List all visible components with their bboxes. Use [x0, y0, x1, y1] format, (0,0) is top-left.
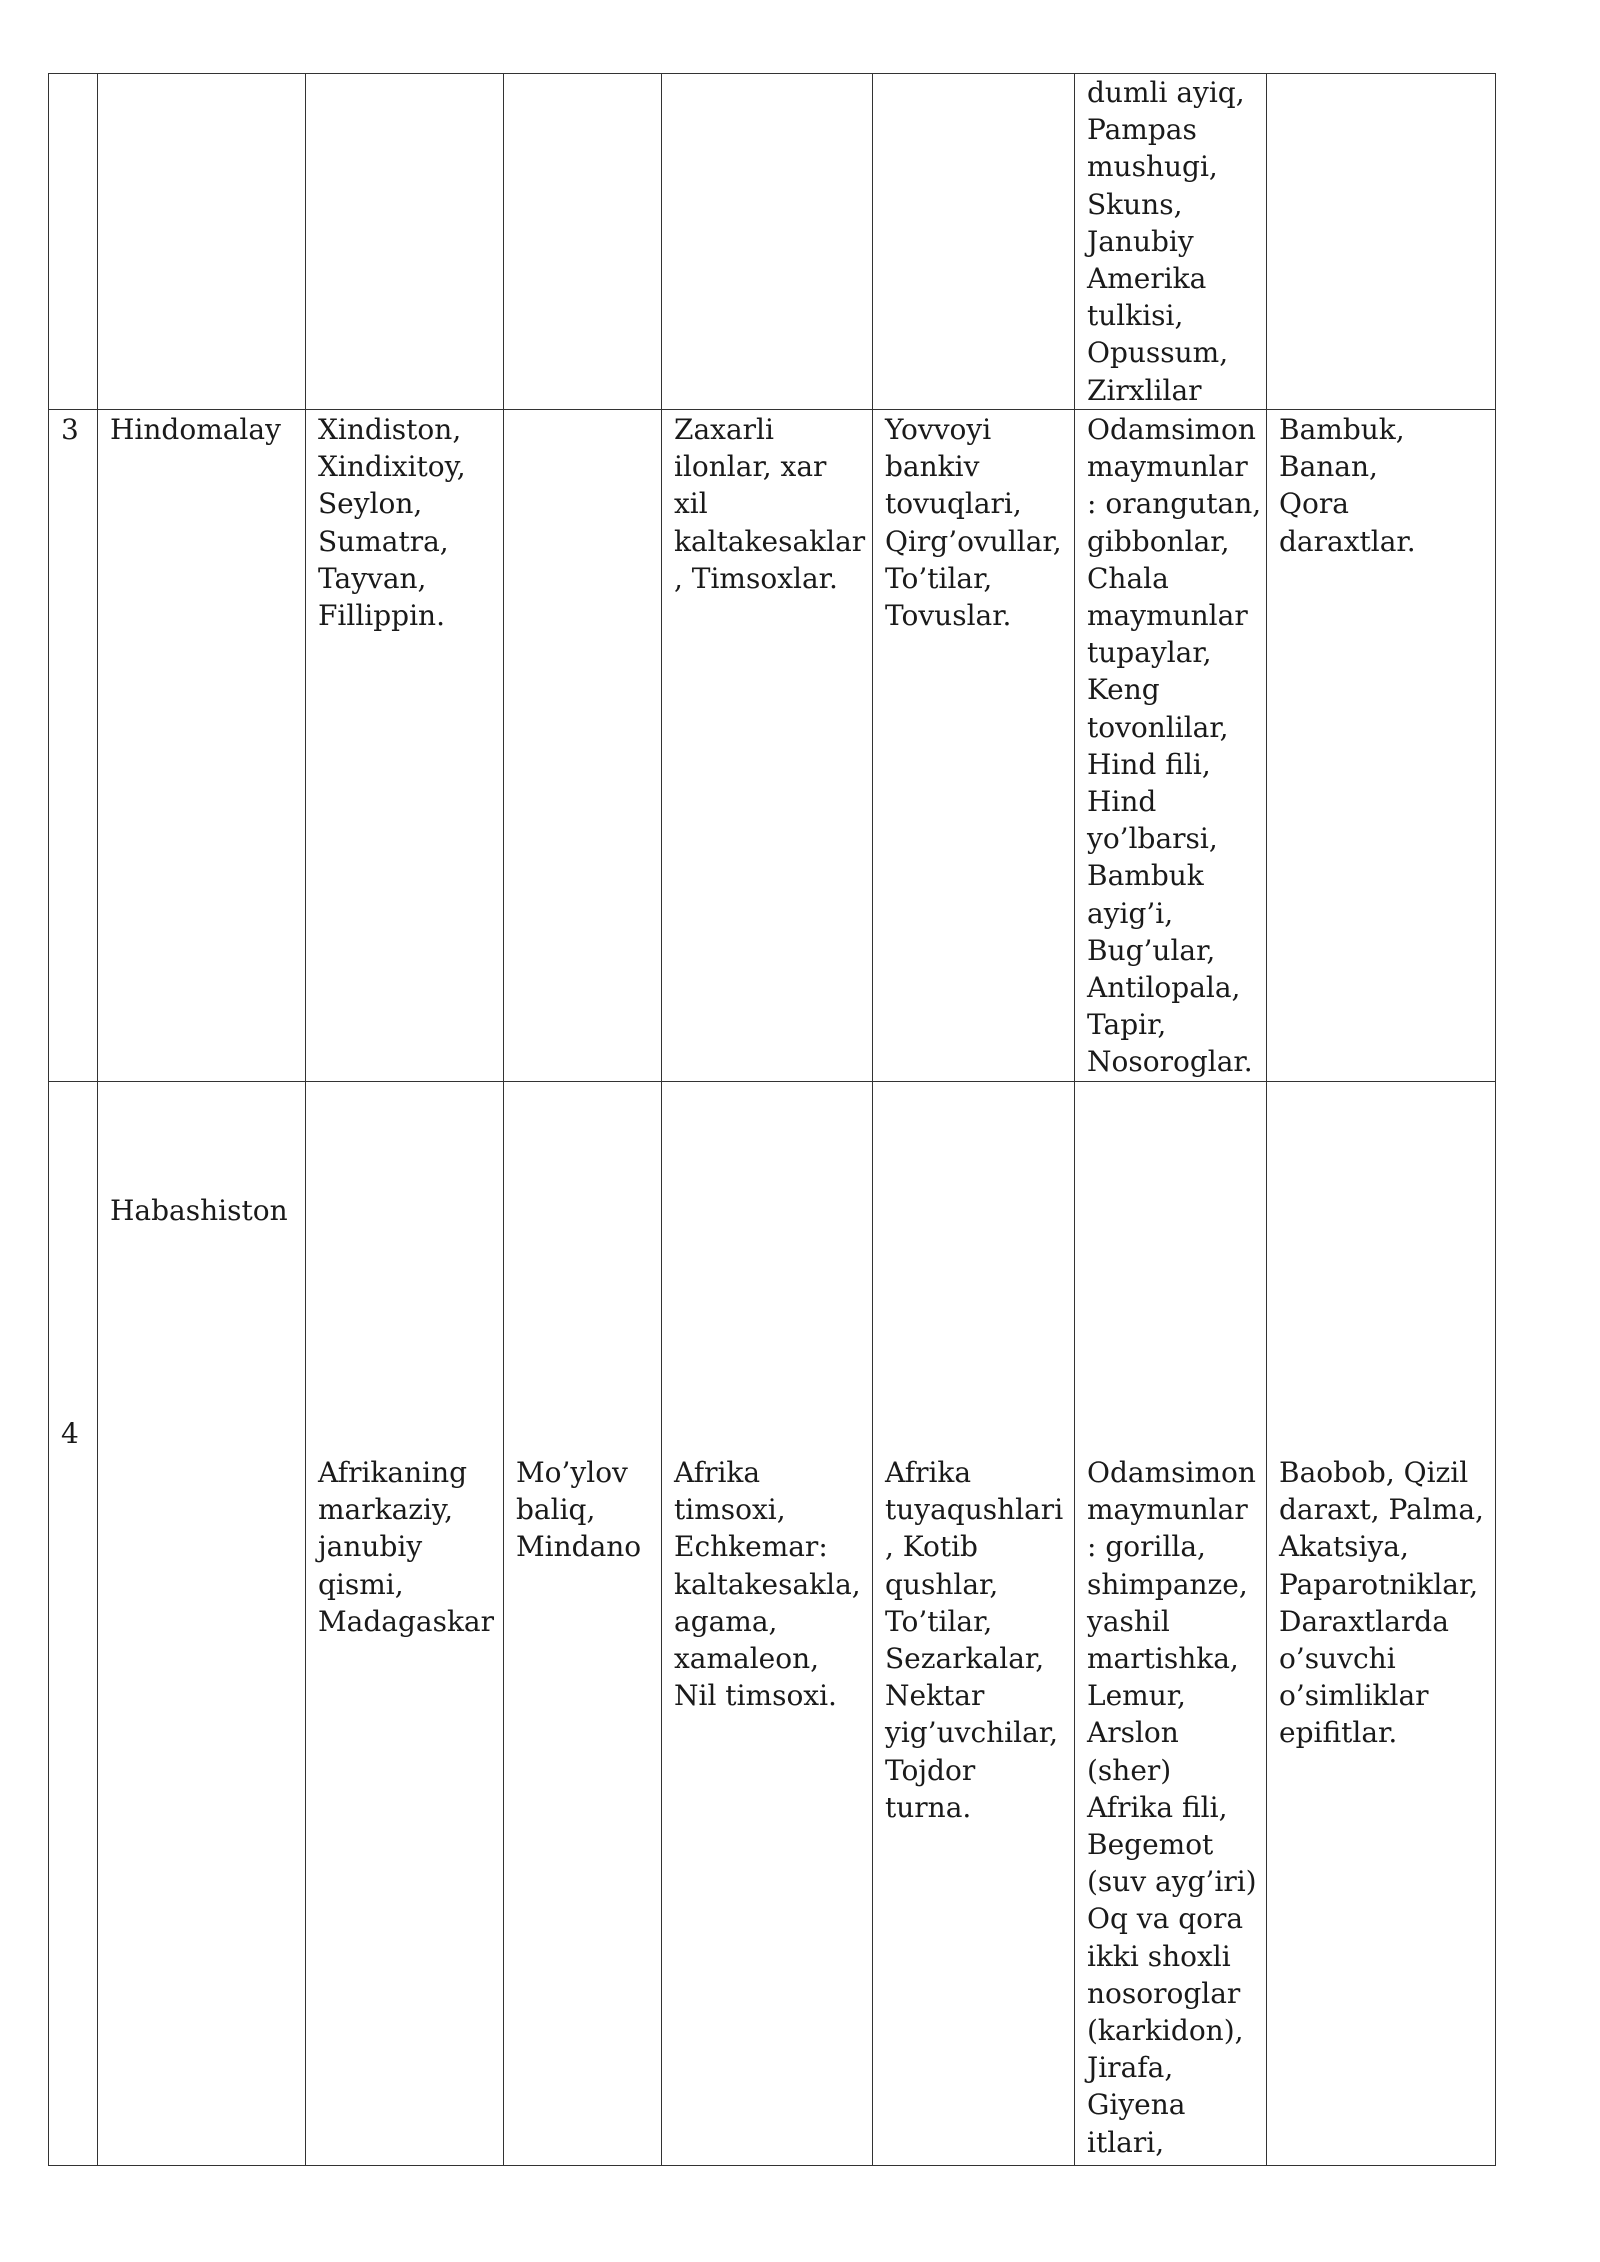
- cell-line: maymunlar: [1087, 450, 1248, 484]
- cell-line: Mindano: [516, 1530, 642, 1564]
- cell-line: xamaleon,: [674, 1642, 820, 1676]
- cell-line: Zirxlilar: [1087, 373, 1202, 407]
- cell-reptiles: [662, 1082, 873, 2166]
- cell-line: Echkemar:: [674, 1530, 828, 1564]
- cell-line: (karkidon),: [1087, 2014, 1244, 2048]
- cell-birds: [873, 74, 1075, 410]
- cell-line: martishka,: [1087, 1642, 1239, 1676]
- cell-mammals: [1075, 410, 1267, 1082]
- cell-plants: [1267, 74, 1496, 410]
- cell-line: Akatsiya,: [1279, 1530, 1409, 1564]
- cell-line: Pampas: [1087, 113, 1197, 147]
- cell-line: Amerika: [1087, 262, 1207, 296]
- cell-line: Qirg’ovullar,: [885, 524, 1062, 558]
- cell-line: Arslon: [1087, 1716, 1179, 1750]
- cell-line: Bambuk: [1087, 859, 1204, 893]
- cell-line: baliq,: [516, 1493, 596, 1527]
- cell-line: Yovvoyi: [885, 413, 992, 446]
- cell-line: Begemot: [1087, 1828, 1214, 1862]
- cell-line: To’tilar,: [885, 1604, 993, 1638]
- cell-num: 3: [49, 410, 98, 1082]
- cell-line: Banan,: [1279, 450, 1378, 484]
- cell-line: Xindixitoy,: [318, 450, 466, 484]
- cell-line: Opussum,: [1087, 336, 1229, 370]
- cell-line: agama,: [674, 1604, 778, 1638]
- cell-line: Bambuk,: [1279, 413, 1405, 446]
- cell-line: Paparotniklar,: [1279, 1567, 1479, 1601]
- cell-line: Sezarkalar,: [885, 1642, 1045, 1676]
- cell-line: Odamsimon: [1087, 1456, 1256, 1489]
- cell-line: itlari,: [1087, 2125, 1165, 2159]
- cell-line: Hind: [1087, 785, 1157, 819]
- cell-fish: [504, 74, 662, 410]
- cell-num: [49, 74, 98, 410]
- cell-line: Qora: [1279, 487, 1349, 521]
- cell-reptiles: [662, 74, 873, 410]
- cell-fish: [504, 1082, 662, 2166]
- cell-line: Nektar: [885, 1679, 985, 1713]
- cell-line: Fillippin.: [318, 599, 445, 633]
- cell-line: Baobob, Qizil: [1279, 1456, 1469, 1489]
- cell-line: Bug’ular,: [1087, 933, 1216, 967]
- cell-line: Seylon,: [318, 487, 423, 521]
- cell-line: Afrika fili,: [1087, 1790, 1228, 1824]
- zoogeography-table: [48, 73, 1496, 2166]
- cell-countries: [306, 1082, 504, 2166]
- cell-line: Afrika: [674, 1456, 761, 1489]
- cell-line: yo’lbarsi,: [1087, 822, 1218, 856]
- cell-line: Odamsimon: [1087, 413, 1256, 446]
- cell-countries: [306, 410, 504, 1082]
- cell-line: maymunlar: [1087, 1493, 1248, 1527]
- cell-line: Daraxtlarda: [1279, 1604, 1449, 1638]
- cell-birds: [873, 410, 1075, 1082]
- cell-line: kaltakesakla,: [674, 1567, 861, 1601]
- cell-line: Janubiy: [1087, 224, 1194, 258]
- cell-line: ikki shoxli: [1087, 1939, 1231, 1973]
- cell-line: gibbonlar,: [1087, 524, 1230, 558]
- cell-line: bankiv: [885, 450, 980, 484]
- cell-line: o’simliklar: [1279, 1679, 1429, 1713]
- cell-line: Zaxarli: [674, 413, 774, 446]
- cell-line: yig’uvchilar,: [885, 1716, 1058, 1750]
- cell-line: Tapir,: [1087, 1008, 1167, 1042]
- cell-line: epifitlar.: [1279, 1716, 1398, 1750]
- cell-line: ayig’i,: [1087, 896, 1174, 930]
- cell-line: (suv ayg’iri): [1087, 1865, 1257, 1899]
- cell-line: Nil timsoxi.: [674, 1679, 837, 1713]
- cell-line: Oq va qora: [1087, 1902, 1244, 1936]
- cell-line: : orangutan,: [1087, 487, 1262, 521]
- cell-line: Sumatra,: [318, 524, 449, 558]
- cell-region: [98, 74, 306, 410]
- cell-line: (sher): [1087, 1753, 1172, 1787]
- cell-line: xil: [674, 487, 708, 521]
- cell-line: janubiy: [318, 1530, 423, 1564]
- cell-line: timsoxi,: [674, 1493, 786, 1527]
- cell-countries: [306, 74, 504, 410]
- cell-line: Nosoroglar.: [1087, 1045, 1253, 1079]
- cell-line: ilonlar, xar: [674, 450, 827, 484]
- cell-line: maymunlar: [1087, 599, 1248, 633]
- cell-line: Afrika: [885, 1456, 972, 1489]
- cell-num: 4: [49, 1082, 98, 2166]
- cell-line: Xindiston,: [318, 413, 462, 446]
- cell-line: shimpanze,: [1087, 1567, 1248, 1601]
- cell-line: tupaylar,: [1087, 636, 1212, 670]
- cell-line: daraxt, Palma,: [1279, 1493, 1484, 1527]
- cell-line: o’suvchi: [1279, 1642, 1396, 1676]
- cell-line: Tojdor: [885, 1753, 976, 1787]
- cell-plants: [1267, 410, 1496, 1082]
- cell-line: tovuqlari,: [885, 487, 1022, 521]
- cell-line: daraxtlar.: [1279, 524, 1416, 558]
- cell-line: Tovuslar.: [885, 599, 1012, 633]
- cell-line: , Timsoxlar.: [674, 561, 838, 595]
- cell-mammals: [1075, 74, 1267, 410]
- cell-birds: [873, 1082, 1075, 2166]
- cell-line: Lemur,: [1087, 1679, 1186, 1713]
- cell-line: nosoroglar: [1087, 1976, 1241, 2010]
- cell-line: Giyena: [1087, 2088, 1186, 2122]
- cell-line: turna.: [885, 1790, 972, 1824]
- cell-line: Keng: [1087, 673, 1160, 707]
- cell-line: To’tilar,: [885, 561, 993, 595]
- cell-line: Hind fili,: [1087, 747, 1211, 781]
- table-row: [49, 410, 1496, 1082]
- cell-line: Skuns,: [1087, 187, 1183, 221]
- cell-line: dumli ayiq,: [1087, 76, 1245, 109]
- cell-mammals: [1075, 1082, 1267, 2166]
- cell-line: Afrikaning: [318, 1456, 468, 1489]
- cell-region: Habashiston: [98, 1082, 306, 2166]
- cell-line: Tayvan,: [318, 561, 427, 595]
- cell-line: kaltakesaklar: [674, 524, 866, 558]
- cell-line: Mo’ylov: [516, 1456, 628, 1489]
- cell-line: qushlar,: [885, 1567, 999, 1601]
- cell-line: tovonlilar,: [1087, 710, 1229, 744]
- cell-line: qismi,: [318, 1567, 404, 1601]
- cell-line: Jirafa,: [1087, 2051, 1174, 2085]
- cell-line: mushugi,: [1087, 150, 1218, 184]
- cell-fish: [504, 410, 662, 1082]
- cell-line: : gorilla,: [1087, 1530, 1206, 1564]
- table-row: [49, 1082, 1496, 2166]
- cell-line: markaziy,: [318, 1493, 453, 1527]
- cell-line: yashil: [1087, 1604, 1170, 1638]
- cell-region: Hindomalay: [98, 410, 306, 1082]
- cell-line: , Kotib: [885, 1530, 978, 1564]
- cell-line: tuyaqushlari: [885, 1493, 1064, 1527]
- cell-line: tulkisi,: [1087, 299, 1184, 333]
- table-row: [49, 74, 1496, 410]
- cell-line: Chala: [1087, 561, 1169, 595]
- cell-line: Antilopala,: [1087, 971, 1241, 1005]
- cell-plants: [1267, 1082, 1496, 2166]
- cell-reptiles: [662, 410, 873, 1082]
- cell-line: Madagaskar: [318, 1604, 495, 1638]
